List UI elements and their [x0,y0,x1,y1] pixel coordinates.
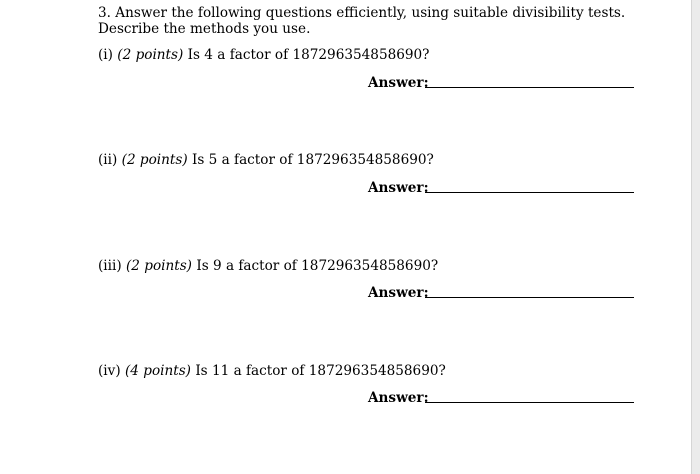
question-points: (4 points) [124,363,191,379]
answer-blank-line[interactable] [425,402,634,403]
answer-label: Answer: [368,285,429,301]
question-text: Is 9 a factor of 187296354858690? [196,258,439,274]
question-iii [98,258,438,274]
answer-label: Answer: [368,75,429,91]
question-text: Is 4 a factor of 187296354858690? [187,47,430,63]
question-ii [98,152,434,168]
question-number: (iii) [98,258,122,274]
answer-blank-line[interactable] [425,297,634,298]
question-text: Is 5 a factor of 187296354858690? [191,152,434,168]
question-points: (2 points) [125,258,192,274]
question-iv [98,363,446,379]
question-number: (ii) [98,152,118,168]
question-text: Is 11 a factor of 187296354858690? [195,363,446,379]
answer-row-iii [368,285,634,301]
answer-label: Answer: [368,390,429,406]
answer-blank-line[interactable] [425,192,634,193]
question-number: (i) [98,47,113,63]
viewer-scroll-edge[interactable] [691,0,700,474]
problem-intro: 3. Answer the following questions efficiently, using suitable divisibility tests. Describe the methods you use. [98,5,626,37]
answer-row-i [368,75,634,91]
question-points: (2 points) [117,47,184,63]
answer-blank-line[interactable] [425,87,634,88]
answer-row-iv [368,390,634,406]
answer-row-ii [368,180,634,196]
answer-label: Answer: [368,180,429,196]
question-i [98,47,429,63]
question-points: (2 points) [121,152,188,168]
question-number: (iv) [98,363,121,379]
